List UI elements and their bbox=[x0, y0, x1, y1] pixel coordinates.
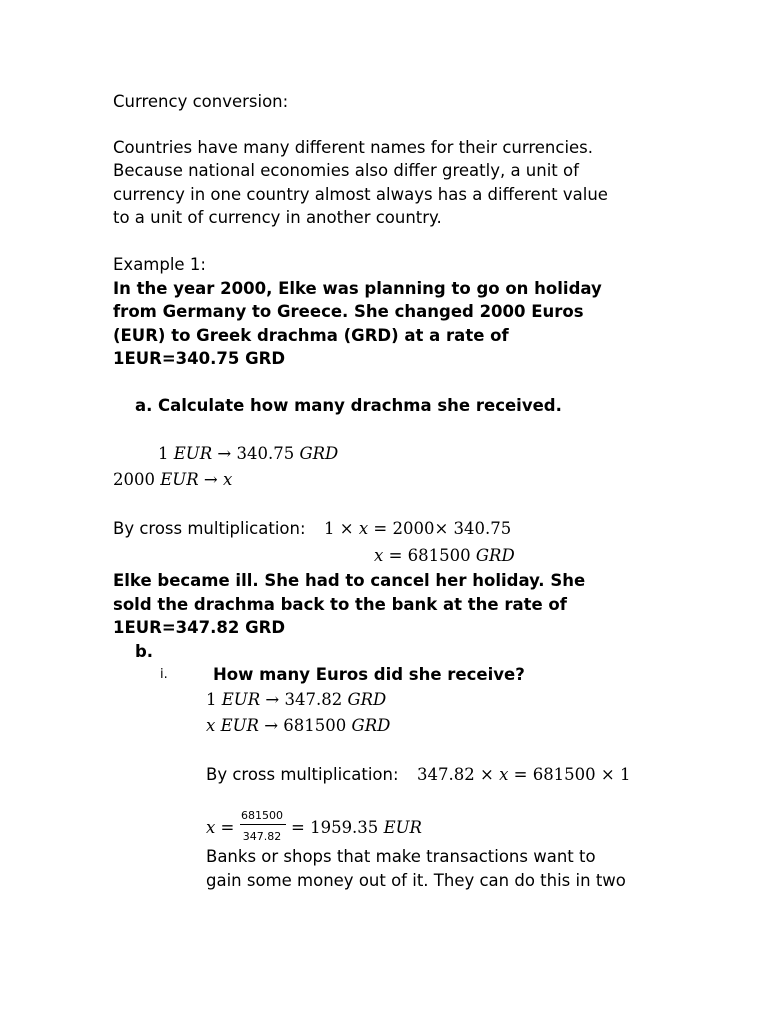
math-fraction-var: x = bbox=[206, 818, 235, 837]
cross-multiplication-label: By cross multiplication: bbox=[206, 765, 399, 784]
closing-line: Banks or shops that make transactions want to bbox=[206, 847, 596, 866]
math-equation: 347.82 × x = 681500 × 1 bbox=[417, 765, 631, 784]
part-b-question: How many Euros did she receive? bbox=[213, 665, 525, 684]
math-result: x = 681500 GRD bbox=[374, 546, 515, 565]
intro-line: Countries have many different names for their currencies. bbox=[113, 138, 594, 157]
example-label: Example 1: bbox=[113, 255, 206, 274]
part-a-marker: a. bbox=[135, 396, 153, 415]
closing-line: gain some money out of it. They can do this in two bbox=[206, 871, 626, 890]
fraction-numerator: 681500 bbox=[241, 809, 283, 822]
page-title: Currency conversion: bbox=[113, 92, 289, 111]
math-equation: 2000 EUR → x bbox=[113, 470, 233, 489]
illness-line: 1EUR=347.82 GRD bbox=[113, 618, 286, 637]
example-line: In the year 2000, Elke was planning to go on holiday bbox=[113, 279, 602, 298]
fraction-bar bbox=[240, 824, 286, 825]
intro-line: Because national economies also differ greatly, a unit of bbox=[113, 161, 579, 180]
intro-line: to a unit of currency in another country. bbox=[113, 208, 442, 227]
part-b-marker: b. bbox=[135, 642, 154, 661]
math-equation: 1 × x = 2000× 340.75 bbox=[324, 519, 512, 538]
math-equation: 1 EUR → 340.75 GRD bbox=[158, 444, 339, 463]
example-line: from Germany to Greece. She changed 2000 Euros bbox=[113, 302, 584, 321]
math-result: = 1959.35 EUR bbox=[291, 818, 422, 837]
part-a-question: Calculate how many drachma she received. bbox=[158, 396, 562, 415]
fraction-denominator: 347.82 bbox=[242, 830, 282, 843]
cross-multiplication-label: By cross multiplication: bbox=[113, 519, 306, 538]
intro-line: currency in one country almost always has a different value bbox=[113, 185, 608, 204]
example-line: (EUR) to Greek drachma (GRD) at a rate of bbox=[113, 326, 509, 345]
part-b-sub-marker: i. bbox=[160, 667, 168, 682]
math-equation: x EUR → 681500 GRD bbox=[206, 716, 391, 735]
math-equation: 1 EUR → 347.82 GRD bbox=[206, 690, 387, 709]
illness-line: Elke became ill. She had to cancel her holiday. She bbox=[113, 571, 586, 590]
example-line: 1EUR=340.75 GRD bbox=[113, 349, 286, 368]
illness-line: sold the drachma back to the bank at the rate of bbox=[113, 595, 567, 614]
